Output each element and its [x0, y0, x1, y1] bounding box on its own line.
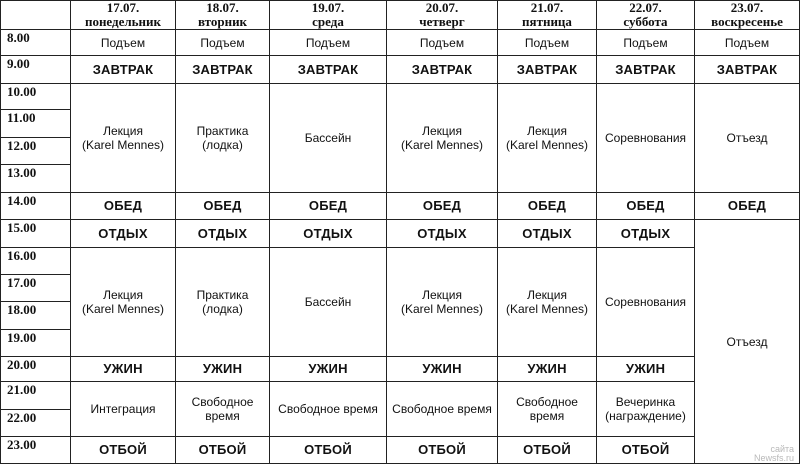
- time-label: 19.00: [0, 329, 71, 357]
- breakfast-cell: ЗАВТРАК: [497, 55, 597, 84]
- time-label: 11.00: [0, 109, 71, 138]
- morning-activity-cell: Отъезд: [694, 83, 800, 193]
- day-name: суббота: [623, 14, 668, 29]
- rest-cell: ОТДЫХ: [596, 219, 695, 248]
- lunch-cell: ОБЕД: [497, 192, 597, 220]
- morning-activity-cell: Лекция (Karel Mennes): [70, 83, 176, 193]
- breakfast-cell: ЗАВТРАК: [386, 55, 498, 84]
- wake-up-cell: Подъем: [70, 29, 176, 56]
- lights-out-cell: ОТБОЙ: [386, 436, 498, 464]
- day-name: вторник: [197, 14, 248, 29]
- wake-up-cell: Подъем: [694, 29, 800, 56]
- dinner-cell: УЖИН: [386, 356, 498, 382]
- lunch-cell: ОБЕД: [386, 192, 498, 220]
- rest-cell: ОТДЫХ: [175, 219, 270, 248]
- day-header: [694, 0, 800, 30]
- dinner-cell: УЖИН: [497, 356, 597, 382]
- departure-cell: Отъезд: [694, 219, 800, 464]
- wake-up-cell: Подъем: [497, 29, 597, 56]
- breakfast-cell: ЗАВТРАК: [70, 55, 176, 84]
- time-label: 17.00: [0, 274, 71, 302]
- lunch-cell: ОБЕД: [269, 192, 387, 220]
- evening-activity-cell: Свободное время: [269, 381, 387, 437]
- day-name: пятница: [522, 14, 572, 29]
- afternoon-activity-cell: Лекция (Karel Mennes): [386, 247, 498, 357]
- rest-cell: ОТДЫХ: [497, 219, 597, 248]
- lights-out-cell: ОТБОЙ: [269, 436, 387, 464]
- lunch-cell: ОБЕД: [175, 192, 270, 220]
- morning-activity-cell: Лекция (Karel Mennes): [497, 83, 597, 193]
- day-date: 22.07.: [629, 0, 662, 15]
- afternoon-activity-cell: Соревнования: [596, 247, 695, 357]
- day-date: 17.07.: [106, 0, 140, 15]
- dinner-cell: УЖИН: [175, 356, 270, 382]
- day-name: четверг: [419, 14, 465, 29]
- morning-activity-cell: Практика (лодка): [175, 83, 270, 193]
- evening-activity-cell: Свободное время: [386, 381, 498, 437]
- wake-up-cell: Подъем: [175, 29, 270, 56]
- dinner-cell: УЖИН: [269, 356, 387, 382]
- time-label: 8.00: [0, 29, 71, 56]
- day-date: 18.07.: [206, 0, 239, 15]
- header-corner: [0, 0, 71, 30]
- day-date: 19.07.: [311, 0, 345, 15]
- day-name: среда: [312, 14, 344, 29]
- wake-up-cell: Подъем: [596, 29, 695, 56]
- time-label: 10.00: [0, 83, 71, 110]
- rest-cell: ОТДЫХ: [386, 219, 498, 248]
- lunch-cell: ОБЕД: [596, 192, 695, 220]
- evening-activity-cell: Вечеринка (награждение): [596, 381, 695, 437]
- dinner-cell: УЖИН: [70, 356, 176, 382]
- day-header: [70, 0, 176, 30]
- wake-up-cell: Подъем: [386, 29, 498, 56]
- lights-out-cell: ОТБОЙ: [497, 436, 597, 464]
- morning-activity-cell: Бассейн: [269, 83, 387, 193]
- breakfast-cell: ЗАВТРАК: [175, 55, 270, 84]
- lunch-cell: ОБЕД: [70, 192, 176, 220]
- evening-activity-cell: Интеграция: [70, 381, 176, 437]
- time-label: 22.00: [0, 409, 71, 437]
- time-label: 21.00: [0, 381, 71, 410]
- time-label: 9.00: [0, 55, 71, 84]
- day-header: [497, 0, 597, 30]
- day-date: 20.07.: [425, 0, 459, 15]
- evening-activity-cell: Свободное время: [175, 381, 270, 437]
- day-date: 21.07.: [530, 0, 564, 15]
- time-label: 18.00: [0, 301, 71, 330]
- day-header: [386, 0, 498, 30]
- breakfast-cell: ЗАВТРАК: [694, 55, 800, 84]
- day-date: 23.07.: [730, 0, 764, 15]
- dinner-cell: УЖИН: [596, 356, 695, 382]
- lights-out-cell: ОТБОЙ: [596, 436, 695, 464]
- breakfast-cell: ЗАВТРАК: [269, 55, 387, 84]
- morning-activity-cell: Лекция (Karel Mennes): [386, 83, 498, 193]
- morning-activity-cell: Соревнования: [596, 83, 695, 193]
- lunch-cell: ОБЕД: [694, 192, 800, 220]
- time-label: 15.00: [0, 219, 71, 248]
- day-name: понедельник: [84, 14, 162, 29]
- afternoon-activity-cell: Лекция (Karel Mennes): [497, 247, 597, 357]
- site-watermark: сайта Newsfs.ru: [753, 444, 794, 463]
- wake-up-cell: Подъем: [269, 29, 387, 56]
- rest-cell: ОТДЫХ: [70, 219, 176, 248]
- lights-out-cell: ОТБОЙ: [70, 436, 176, 464]
- afternoon-activity-cell: Бассейн: [269, 247, 387, 357]
- time-label: 12.00: [0, 137, 71, 165]
- time-label: 16.00: [0, 247, 71, 275]
- breakfast-cell: ЗАВТРАК: [596, 55, 695, 84]
- time-label: 13.00: [0, 164, 71, 193]
- day-name: воскресенье: [711, 14, 783, 29]
- rest-cell: ОТДЫХ: [269, 219, 387, 248]
- lights-out-cell: ОТБОЙ: [175, 436, 270, 464]
- time-label: 23.00: [0, 436, 71, 464]
- afternoon-activity-cell: Лекция (Karel Mennes): [70, 247, 176, 357]
- day-header: [596, 0, 695, 30]
- evening-activity-cell: Свободное время: [497, 381, 597, 437]
- time-label: 14.00: [0, 192, 71, 220]
- time-label: 20.00: [0, 356, 71, 382]
- day-header: [175, 0, 270, 30]
- day-header: [269, 0, 387, 30]
- afternoon-activity-cell: Практика (лодка): [175, 247, 270, 357]
